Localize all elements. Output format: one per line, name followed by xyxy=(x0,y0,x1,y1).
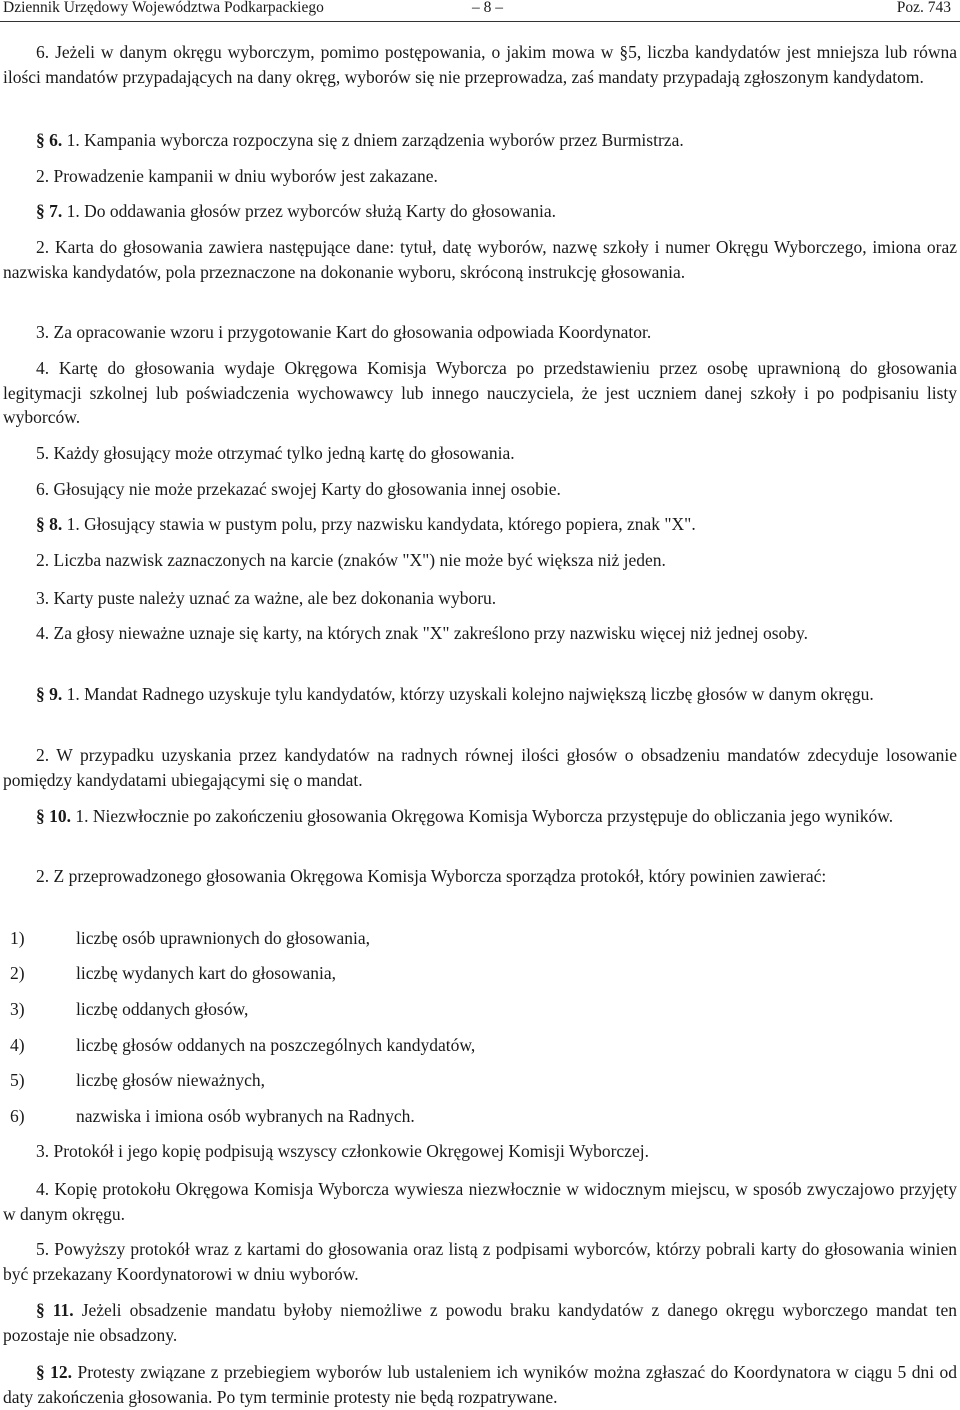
section-number: § 10. xyxy=(36,806,71,826)
section-9-paragraph-1: § 9. 1. Mandat Radnego uzyskuje tylu kandydatów, którzy uzyskali kolejno największą liczbę głosów w danym okręgu. xyxy=(36,684,874,704)
section-number: § 8. xyxy=(36,514,63,534)
section-number: § 7. xyxy=(36,201,63,221)
section-6-paragraph-2: 2. Prowadzenie kampanii w dniu wyborów jest zakazane. xyxy=(36,166,438,186)
section-number: § 12. xyxy=(36,1362,73,1382)
position-number: Poz. 743 xyxy=(896,0,951,16)
section-7-paragraph-2: 2. Karta do głosowania zawiera następujące dane: tytuł, datę wyborów, nazwę szkoły i numer Okręgu Wyborczego, imiona oraz nazwiska kandydatów, pola przeznaczone na dokonanie wyboru, skróconą instrukcję głosowania. xyxy=(3,237,957,282)
page-header xyxy=(3,0,951,16)
section-11: § 11. Jeżeli obsadzenie mandatu byłoby niemożliwe z powodu braku kandydatów z danego okręgu wyborczego mandat ten pozostaje nie obsadzony. xyxy=(3,1300,957,1345)
section-number: § 6. xyxy=(36,130,63,150)
section-number: § 9. xyxy=(36,684,63,704)
section-7-paragraph-1: § 7. 1. Do oddawania głosów przez wyborców służą Karty do głosowania. xyxy=(36,201,557,221)
section-10-paragraph-5: 5. Powyższy protokół wraz z kartami do głosowania oraz listą z podpisami wyborców, którzy pobrali karty do głosowania winien być przekazany Koordynatorowi w dniu wyborów. xyxy=(3,1239,957,1284)
section-6-paragraph-1: § 6. 1. Kampania wyborcza rozpoczyna się z dniem zarządzenia wyborów przez Burmistrza. xyxy=(36,130,684,150)
page-number: – 8 – xyxy=(472,0,503,16)
section-7-paragraph-3: 3. Za opracowanie wzoru i przygotowanie Kart do głosowania odpowiada Koordynator. xyxy=(36,322,652,342)
section-12: § 12. Protesty związane z przebiegiem wyborów lub ustaleniem ich wyników można zgłaszać do Koordynatora w ciągu 5 dni od daty zakończenia głosowania. Po tym terminie protesty nie będą rozpatrywane. xyxy=(3,1362,957,1407)
journal-title: Dziennik Urzędowy Województwa Podkarpackiego xyxy=(3,0,324,16)
section-10-paragraph-1: § 10. 1. Niezwłocznie po zakończeniu głosowania Okręgowa Komisja Wyborcza przystępuje do obliczania jego wyników. xyxy=(36,806,894,826)
section-8-paragraph-1: § 8. 1. Głosujący stawia w pustym polu, przy nazwisku kandydata, którego popiera, znak "X". xyxy=(36,514,696,534)
section-9-paragraph-2: 2. W przypadku uzyskania przez kandydatów na radnych równej ilości głosów o obsadzeniu mandatów zdecyduje losowanie pomiędzy kandydatami ubiegającymi się o mandat. xyxy=(3,745,957,790)
paragraph-5-6: 6. Jeżeli w danym okręgu wyborczym, pomimo postępowania, o jakim mowa w §5, liczba kandydatów jest mniejsza lub równa ilości mandatów przypadających na dany okręg, wyborów się nie przeprowadza, zaś mandaty przypadają zgłoszonym kandydatom. xyxy=(3,42,957,87)
section-7-paragraph-5: 5. Każdy głosujący może otrzymać tylko jedną kartę do głosowania. xyxy=(36,443,515,463)
section-10-paragraph-2: 2. Z przeprowadzonego głosowania Okręgowa Komisja Wyborcza sporządza protokół, który powinien zawierać: xyxy=(36,866,827,886)
section-8-paragraph-4: 4. Za głosy nieważne uznaje się karty, na których znak "X" zakreślono przy nazwisku więcej niż jednej osoby. xyxy=(36,623,809,643)
section-7-paragraph-6: 6. Głosujący nie może przekazać swojej Karty do głosowania innej osobie. xyxy=(36,479,561,499)
section-10-paragraph-3: 3. Protokół i jego kopię podpisują wszyscy członkowie Okręgowej Komisji Wyborczej. xyxy=(36,1141,649,1161)
section-7-paragraph-4: 4. Kartę do głosowania wydaje Okręgowa Komisja Wyborcza po przedstawieniu przez osobę uprawnioną do głosowania legitymacji szkolnej lub poświadczenia wychowawcy lub innego nauczyciela, że jest uczniem danej szkoły i po podpisaniu listy wyborców. xyxy=(3,358,957,427)
section-10-paragraph-4: 4. Kopię protokołu Okręgowa Komisja Wyborcza wywiesza niezwłocznie w widocznym miejscu, w sposób zwyczajowo przyjęty w danym okręgu. xyxy=(3,1179,957,1224)
section-number: § 11. xyxy=(36,1300,74,1320)
header-divider xyxy=(0,21,960,22)
section-8-paragraph-2: 2. Liczba nazwisk zaznaczonych na karcie (znaków "X") nie może być większa niż jeden. xyxy=(36,550,666,570)
section-8-paragraph-3: 3. Karty puste należy uznać za ważne, ale bez dokonania wyboru. xyxy=(36,588,497,608)
